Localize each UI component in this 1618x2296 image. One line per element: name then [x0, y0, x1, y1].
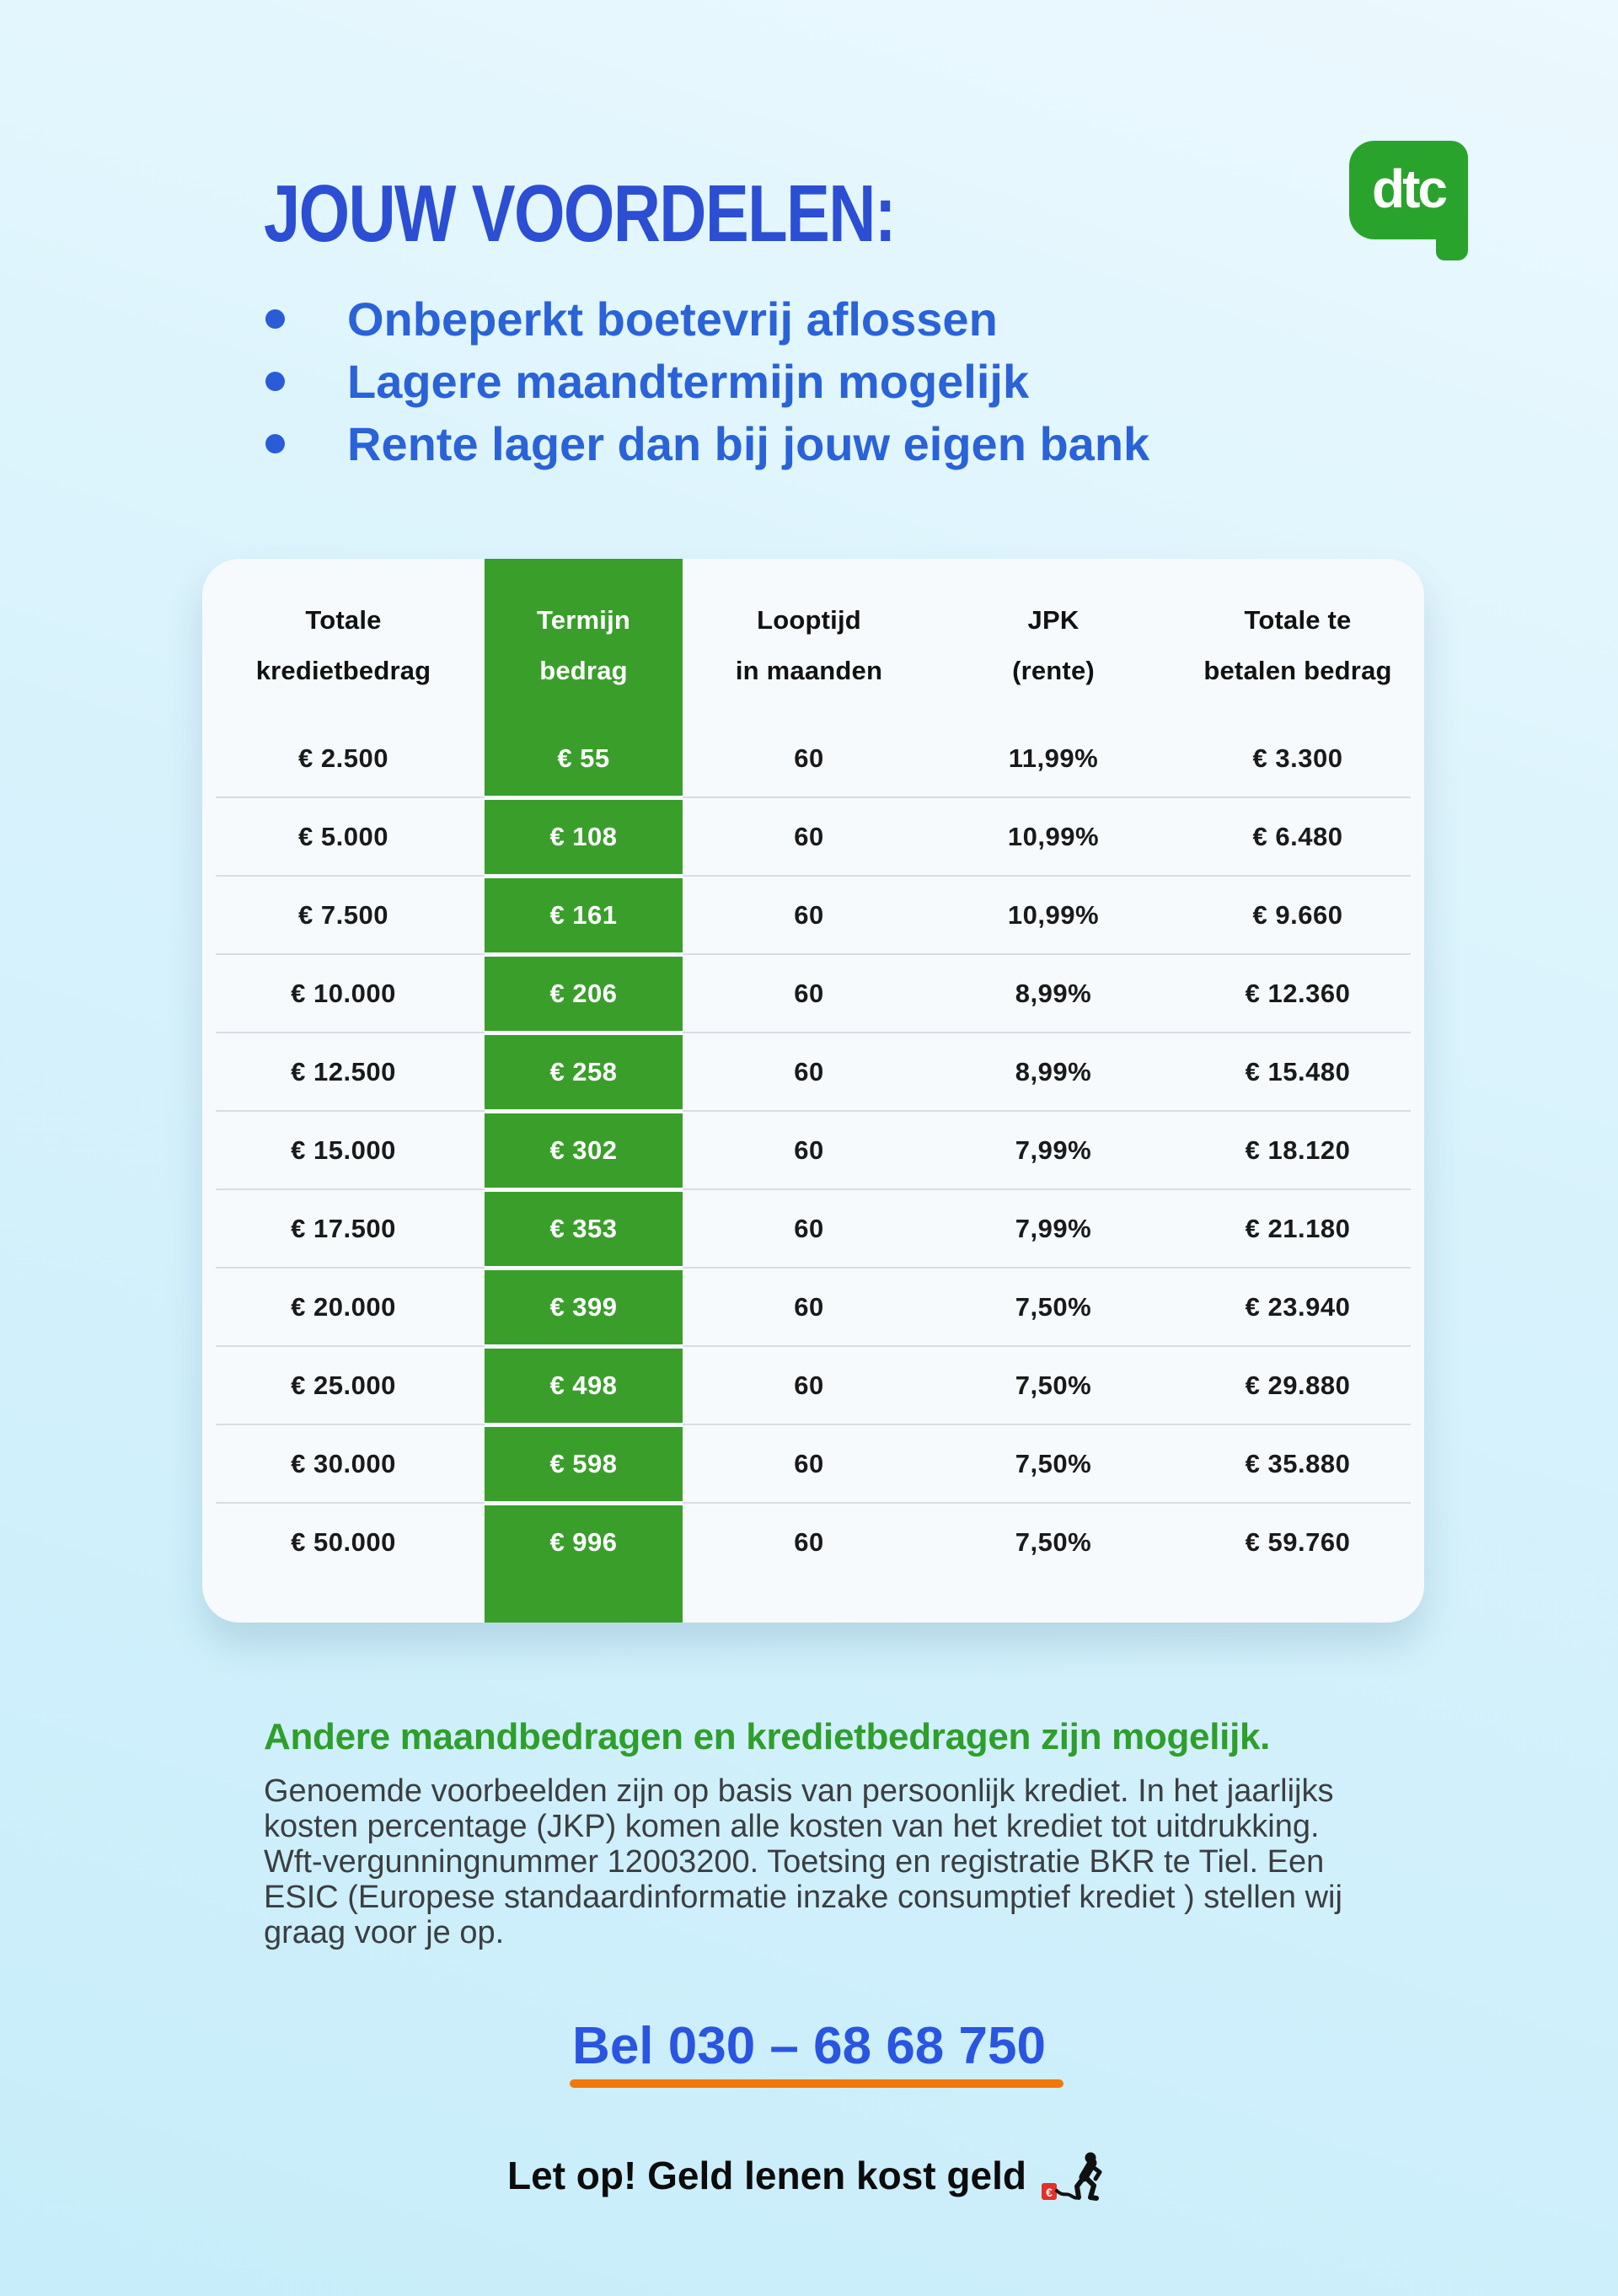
table-cell: € 55: [557, 743, 610, 773]
column-header: [683, 595, 935, 696]
rates-table-card: [202, 559, 1424, 1623]
table-cell: € 996: [549, 1527, 618, 1557]
row-divider-highlight-gap: [485, 1266, 683, 1270]
row-divider-highlight-gap: [485, 1109, 683, 1113]
dtc-logo-tail: [1436, 239, 1468, 260]
table-cell: 60: [794, 1449, 824, 1478]
table-cell: € 30.000: [291, 1449, 396, 1478]
table-header-row: [202, 559, 1424, 721]
table-row: [202, 1113, 1424, 1188]
row-divider: [202, 1110, 1424, 1113]
table-cell: € 9.660: [1252, 900, 1343, 930]
table-cell: € 161: [549, 900, 618, 930]
row-divider: [202, 953, 1424, 956]
table-cell: 11,99%: [1008, 743, 1099, 773]
credit-warning: [0, 2151, 1618, 2203]
row-divider-highlight-gap: [485, 1423, 683, 1427]
table-cell: € 18.120: [1245, 1135, 1351, 1165]
table-cell: 60: [794, 979, 824, 1008]
table-cell: € 23.940: [1245, 1292, 1351, 1322]
phone-underline-stroke: [570, 2079, 1063, 2088]
row-divider-highlight-gap: [485, 796, 683, 800]
table-cell: 8,99%: [1015, 979, 1092, 1008]
table-cell: 60: [794, 822, 824, 851]
column-header-line: Totale: [305, 605, 382, 635]
page-title: JOUW VOORDELEN:: [264, 169, 896, 259]
table-body: [202, 721, 1424, 1580]
row-divider-highlight-gap: [485, 952, 683, 957]
table-cell: 60: [794, 1135, 824, 1165]
table-cell: € 10.000: [291, 979, 396, 1008]
table-row: [202, 799, 1424, 875]
table-cell: 7,50%: [1015, 1527, 1092, 1557]
row-divider: [202, 875, 1424, 877]
row-divider-highlight-gap: [485, 874, 683, 878]
table-cell: € 59.760: [1245, 1527, 1351, 1557]
dtc-logo-text: dtc: [1372, 158, 1445, 219]
row-divider-line: [216, 1110, 1411, 1112]
row-divider-line: [216, 1267, 1411, 1269]
phone-number: Bel 030 – 68 68 750: [572, 2017, 1046, 2075]
legal-text: Genoemde voorbeelden zijn op basis van persoonlijk krediet. In het jaarlijks kosten percentage (JKP) komen alle kosten van het krediet tot uitdrukking. Wft-vergunningnummer 12003200. Toetsing en registratie BKR te Tiel. Een ESIC (Europese standaardinformatie inzake consumptief krediet ) stellen wij graag voor je op.: [264, 1773, 1342, 1950]
row-divider: [202, 797, 1424, 799]
row-divider-line: [216, 797, 1411, 798]
column-header: [202, 595, 485, 696]
table-row: [202, 1269, 1424, 1345]
table-cell: € 12.360: [1245, 979, 1351, 1008]
row-divider: [202, 1267, 1424, 1269]
table-row: [202, 956, 1424, 1032]
table-cell: € 302: [549, 1135, 618, 1165]
table-cell: 10,99%: [1007, 900, 1100, 930]
column-header: [485, 595, 683, 696]
column-header-line: (rente): [1012, 656, 1095, 685]
other-amounts-heading: Andere maandbedragen en kredietbedragen zijn mogelijk.: [264, 1716, 1271, 1757]
row-divider-line: [216, 875, 1411, 877]
row-divider: [202, 1424, 1424, 1426]
dtc-logo: [1349, 141, 1468, 260]
row-divider-line: [216, 1424, 1411, 1425]
column-header-line: bedrag: [539, 656, 628, 685]
column-header-line: Totale te: [1244, 605, 1352, 635]
row-divider-line: [216, 1345, 1411, 1347]
table-row: [202, 1348, 1424, 1424]
table-cell: € 25.000: [291, 1371, 396, 1400]
table-cell: 60: [794, 1214, 824, 1243]
table-row: [202, 721, 1424, 797]
table-cell: € 498: [549, 1371, 618, 1400]
row-divider: [202, 1032, 1424, 1034]
table-row: [202, 877, 1424, 953]
table-cell: 7,50%: [1015, 1449, 1092, 1478]
table-cell: 10,99%: [1007, 822, 1100, 851]
table-cell: € 3.300: [1252, 743, 1343, 773]
column-header-line: Termijn: [536, 605, 631, 635]
row-divider: [202, 1345, 1424, 1348]
table-cell: € 17.500: [291, 1214, 396, 1243]
table-cell: 7,99%: [1015, 1214, 1092, 1243]
table-cell: € 21.180: [1245, 1214, 1351, 1243]
table-cell: 60: [794, 1292, 824, 1322]
row-divider: [202, 1502, 1424, 1505]
table-cell: 60: [794, 743, 824, 773]
column-header: [935, 595, 1171, 696]
credit-warning-text: Let op! Geld lenen kost geld: [507, 2154, 1026, 2197]
table-cell: 60: [794, 1057, 824, 1086]
benefit-label: Rente lager dan bij jouw eigen bank: [347, 416, 1150, 470]
table-cell: € 399: [549, 1292, 618, 1322]
column-header-line: kredietbedrag: [255, 656, 431, 685]
table-cell: € 35.880: [1245, 1449, 1351, 1478]
bullet-icon: [265, 372, 285, 391]
bullet-icon: [265, 434, 285, 453]
table-cell: € 6.480: [1252, 822, 1343, 851]
row-divider-line: [216, 1502, 1411, 1504]
table-cell: € 7.500: [298, 900, 388, 930]
dtc-logo-bubble: [1349, 141, 1468, 239]
row-divider-line: [216, 953, 1411, 955]
table-cell: € 258: [549, 1057, 618, 1086]
benefit-label: Onbeperkt boetevrij aflossen: [347, 292, 998, 346]
table-cell: 7,99%: [1015, 1135, 1092, 1165]
table-cell: € 12.500: [291, 1057, 396, 1086]
benefit-item: [265, 287, 1149, 350]
benefits-list: [265, 287, 1149, 475]
table-row: [202, 1505, 1424, 1580]
row-divider-highlight-gap: [485, 1188, 683, 1192]
table-cell: € 50.000: [291, 1527, 396, 1557]
table-cell: 60: [794, 1371, 824, 1400]
row-divider-line: [216, 1032, 1411, 1033]
svg-text:€: €: [1046, 2186, 1053, 2199]
bullet-icon: [265, 309, 285, 329]
table-cell: 8,99%: [1015, 1057, 1092, 1086]
table-cell: € 206: [549, 979, 618, 1008]
table-row: [202, 1426, 1424, 1502]
table-cell: 60: [794, 900, 824, 930]
benefit-label: Lagere maandtermijn mogelijk: [347, 354, 1030, 408]
table-row: [202, 1034, 1424, 1110]
table-cell: 7,50%: [1015, 1371, 1092, 1400]
table-cell: € 20.000: [291, 1292, 396, 1322]
geld-lenen-kost-geld-icon: [1040, 2151, 1111, 2203]
table-cell: € 598: [549, 1449, 618, 1478]
table-cell: € 29.880: [1245, 1371, 1351, 1400]
table-cell: € 15.480: [1245, 1057, 1351, 1086]
table-cell: € 108: [549, 822, 618, 851]
table-cell: 7,50%: [1015, 1292, 1092, 1322]
column-header-line: in maanden: [735, 656, 883, 685]
table-cell: 60: [794, 1527, 824, 1557]
column-header-line: JPK: [1027, 605, 1080, 635]
table-cell: € 5.000: [298, 822, 388, 851]
table-cell: € 353: [549, 1214, 618, 1243]
table-cell: € 2.500: [298, 743, 388, 773]
row-divider: [202, 1188, 1424, 1191]
table-row: [202, 1191, 1424, 1267]
column-header-line: Looptijd: [757, 605, 861, 635]
row-divider-highlight-gap: [485, 1501, 683, 1505]
column-header: [1171, 595, 1424, 696]
column-header-line: betalen bedrag: [1203, 656, 1392, 685]
benefit-item: [265, 412, 1149, 475]
benefit-item: [265, 350, 1149, 412]
row-divider-highlight-gap: [485, 1344, 683, 1349]
row-divider-line: [216, 1188, 1411, 1190]
table-cell: € 15.000: [291, 1135, 396, 1165]
row-divider-highlight-gap: [485, 1031, 683, 1035]
